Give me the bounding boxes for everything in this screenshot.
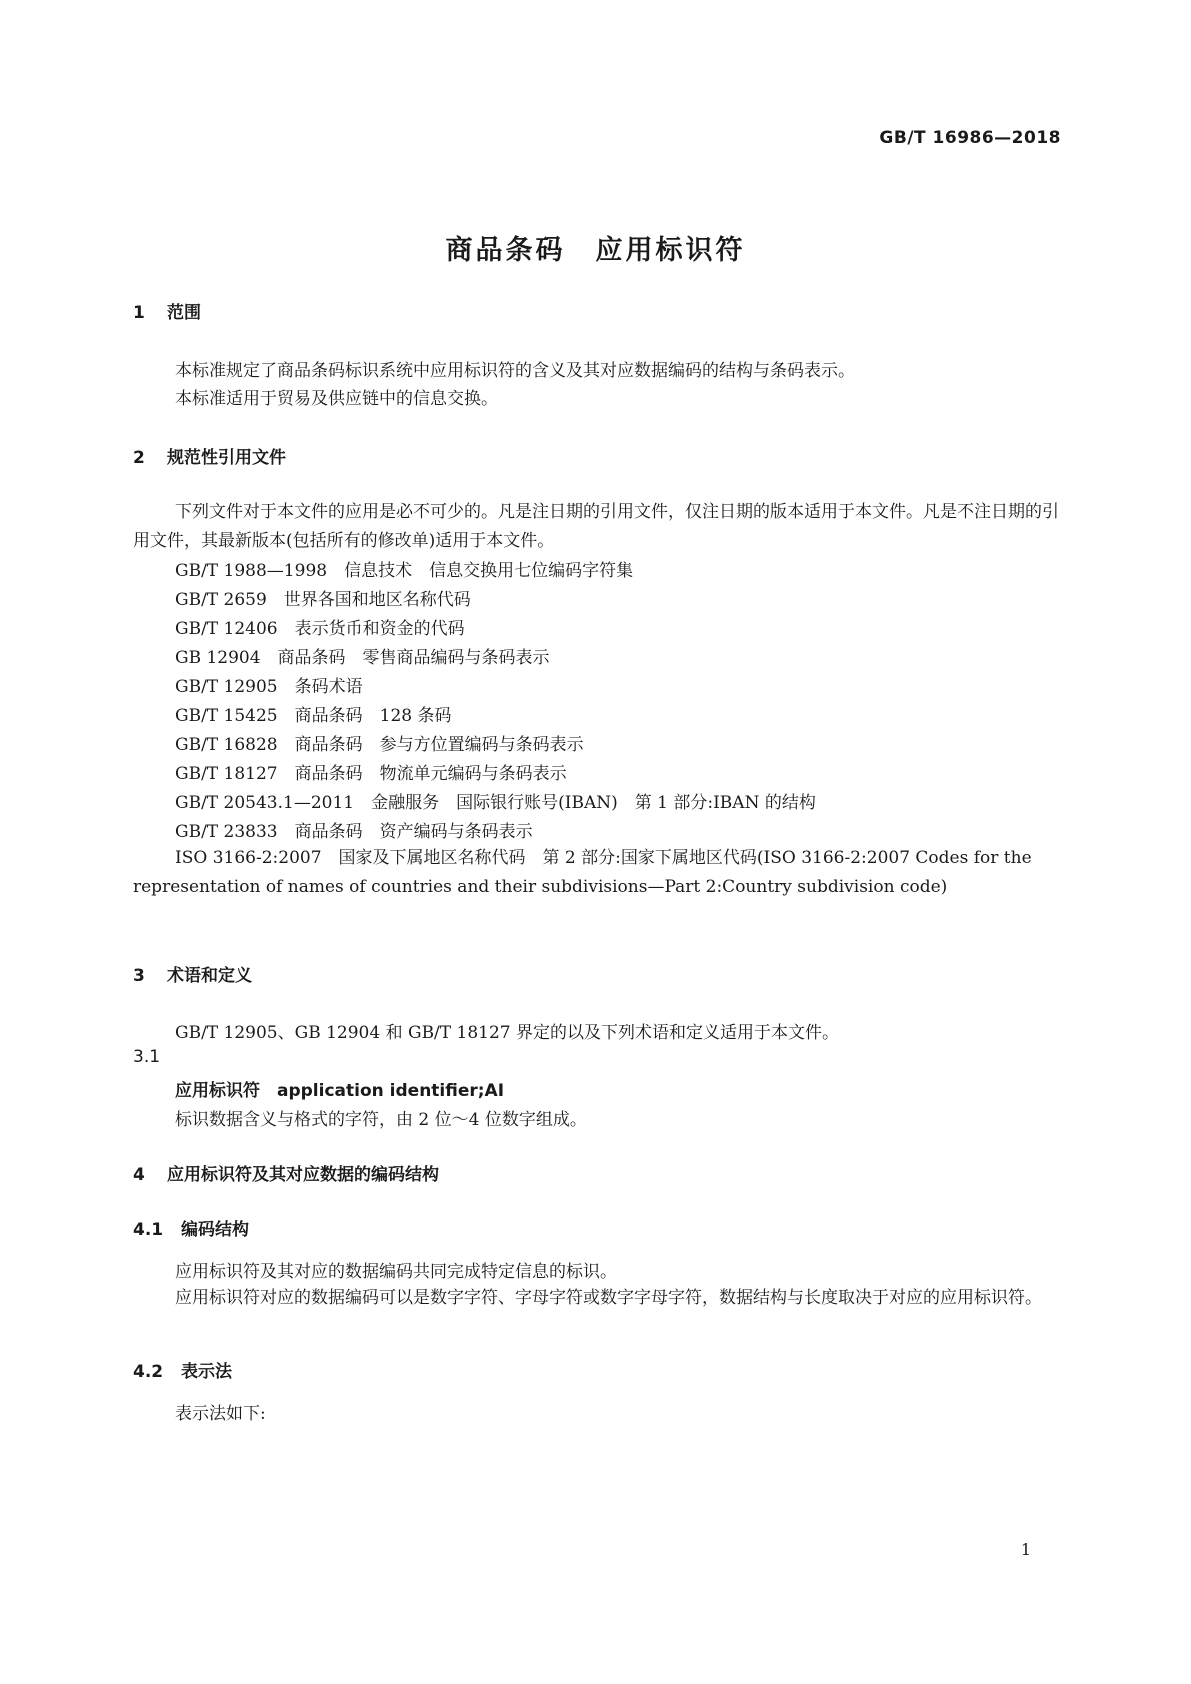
section-title: 范围 <box>167 303 201 323</box>
term-title: 应用标识符 application identifier;AI <box>175 1081 505 1101</box>
reference-item: GB/T 15425 商品条码 128 条码 <box>175 706 452 726</box>
section-title: 术语和定义 <box>167 966 252 986</box>
reference-item: GB/T 1988—1998 信息技术 信息交换用七位编码字符集 <box>175 561 634 581</box>
paragraph: 应用标识符对应的数据编码可以是数字字符、字母字符或数字字母字符，数据结构与长度取决于对应的应用标识符。 <box>175 1288 1042 1308</box>
subsection-4-1-heading <box>133 1215 249 1240</box>
section-number: 1 <box>133 303 145 323</box>
section-2-heading <box>133 443 286 468</box>
subsection-number: 4.2 <box>133 1362 164 1382</box>
subsection-number: 4.1 <box>133 1220 164 1240</box>
subsection-4-2-heading <box>133 1357 232 1382</box>
term-number: 3.1 <box>133 1047 161 1067</box>
subsection-title: 表示法 <box>181 1362 232 1382</box>
reference-item-iso: ISO 3166-2:2007 国家及下属地区名称代码 第 2 部分:国家下属地区代码(ISO 3166-2:2007 Codes for the representation of names of countries and their subdivisions—Part 2:Country subdivision code) <box>133 848 1032 897</box>
section-number: 4 <box>133 1165 145 1185</box>
reference-item: GB/T 12406 表示货币和资金的代码 <box>175 619 465 639</box>
reference-item: GB/T 12905 条码术语 <box>175 677 363 697</box>
paragraph: 应用标识符及其对应的数据编码共同完成特定信息的标识。 <box>175 1262 617 1282</box>
reference-item: GB/T 20543.1—2011 金融服务 国际银行账号(IBAN) 第 1 部分:IBAN 的结构 <box>175 793 816 813</box>
paragraph: 下列文件对于本文件的应用是必不可少的。凡是注日期的引用文件，仅注日期的版本适用于本文件。凡是不注日期的引用文件，其最新版本(包括所有的修改单)适用于本文件。 <box>133 502 1059 551</box>
reference-item: GB/T 2659 世界各国和地区名称代码 <box>175 590 471 610</box>
page-number: 1 <box>1020 1540 1031 1559</box>
section-number: 2 <box>133 448 145 468</box>
section-title: 规范性引用文件 <box>167 448 286 468</box>
paragraph: 表示法如下: <box>175 1404 266 1424</box>
section-1-heading <box>133 298 201 323</box>
section-4-heading <box>133 1160 439 1185</box>
reference-item: GB/T 23833 商品条码 资产编码与条码表示 <box>175 822 533 842</box>
term-definition: 标识数据含义与格式的字符，由 2 位～4 位数字组成。 <box>175 1110 587 1130</box>
document-title: 商品条码 应用标识符 <box>445 235 746 266</box>
reference-item: GB/T 18127 商品条码 物流单元编码与条码表示 <box>175 764 567 784</box>
paragraph: 本标准规定了商品条码标识系统中应用标识符的含义及其对应数据编码的结构与条码表示。 <box>175 361 855 381</box>
reference-item: GB 12904 商品条码 零售商品编码与条码表示 <box>175 648 550 668</box>
section-title: 应用标识符及其对应数据的编码结构 <box>167 1165 439 1185</box>
section-3-heading <box>133 961 252 986</box>
reference-item: GB/T 16828 商品条码 参与方位置编码与条码表示 <box>175 735 584 755</box>
standard-code: GB/T 16986—2018 <box>879 128 1061 148</box>
paragraph: 本标准适用于贸易及供应链中的信息交换。 <box>175 389 498 409</box>
subsection-title: 编码结构 <box>181 1220 249 1240</box>
paragraph: GB/T 12905、GB 12904 和 GB/T 18127 界定的以及下列术语和定义适用于本文件。 <box>175 1023 840 1043</box>
section-number: 3 <box>133 966 145 986</box>
